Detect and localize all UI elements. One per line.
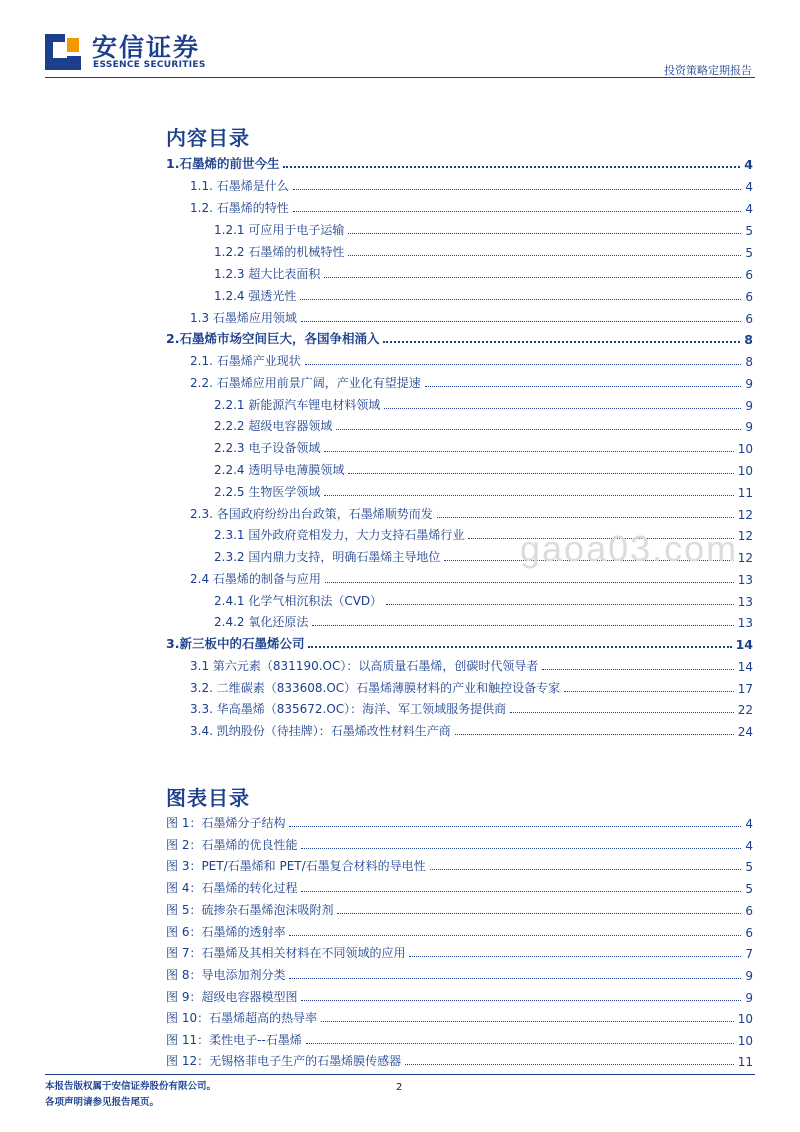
toc-entry-page: 13 [737,595,753,609]
toc-entry-label: 2.2.2 超级电容器领域 [214,419,333,433]
dot-leader [293,188,742,190]
figure-entry[interactable] [166,963,753,983]
toc-entry[interactable] [190,371,753,391]
dot-leader [308,645,731,648]
toc-entry[interactable] [214,589,753,609]
disclaimer-notice: 各项声明请参见报告尾页。 [45,1097,160,1108]
toc-entry-page: 5 [745,246,753,260]
figure-entry-page: 5 [745,882,753,896]
dot-leader [293,210,742,212]
toc-entry-label: 2.3.1 国外政府竞相发力，大力支持石墨烯行业 [214,528,465,542]
toc-entry-label: 2.4.1 化学气相沉积法（CVD） [214,594,383,608]
figure-entry-label: 图 3：PET/石墨烯和 PET/石墨复合材料的导电性 [166,859,426,873]
toc-entry-label: 2.2.3 电子设备领域 [214,441,321,455]
dot-leader [289,977,741,979]
figure-entry[interactable] [166,833,753,853]
page-header [0,0,800,80]
toc-entry-label: 2.4.2 氧化还原法 [214,615,309,629]
dot-leader [337,912,741,914]
watermark-text: gaoa03.com [520,528,739,569]
figure-entry-label: 图 10：石墨烯超高的热导率 [166,1011,318,1025]
dot-leader [430,868,742,870]
toc-entry-page: 10 [737,464,753,478]
toc-entry[interactable] [190,174,753,194]
dot-leader [542,668,733,670]
figure-entry-page: 9 [745,991,753,1005]
toc-entry-page: 4 [744,157,753,172]
toc-entry-label: 3.4. 凯纳股份（待挂牌）：石墨烯改性材料生产商 [190,724,451,738]
dot-leader [301,890,741,892]
toc-entry-page: 13 [737,573,753,587]
toc-entry-page: 6 [745,268,753,282]
toc-entry-page: 9 [745,399,753,413]
dot-leader [300,298,741,300]
dot-leader [383,340,740,343]
dot-leader [384,407,741,409]
page-number: 2 [396,1082,403,1093]
figure-entry-label: 图 12：无锡格菲电子生产的石墨烯膜传感器 [166,1054,402,1068]
toc-entry-page: 9 [745,420,753,434]
figure-entry-page: 4 [745,839,753,853]
dot-leader [455,733,734,735]
dot-leader [564,690,734,692]
report-type-label: 投资策略定期报告 [664,64,752,77]
dot-leader [386,603,734,605]
toc-entry[interactable] [214,458,753,478]
toc-entry-label: 1.2.1 可应用于电子运输 [214,223,345,237]
dot-leader [348,254,741,256]
dot-leader [510,711,734,713]
figure-entry[interactable] [166,854,753,874]
toc-entry[interactable] [214,436,753,456]
toc-entry[interactable] [214,393,753,413]
figure-entry[interactable] [166,920,753,940]
dot-leader [312,624,733,626]
logo-chinese-name: 安信证券 [92,33,201,62]
essence-logo-icon [45,34,81,70]
footer-divider [45,1074,755,1075]
figure-entry[interactable] [166,1028,753,1048]
toc-entry-page: 12 [737,529,753,543]
toc-entry[interactable] [190,654,753,674]
toc-entry[interactable] [190,676,753,696]
figure-entry-label: 图 6：石墨烯的透射率 [166,925,286,939]
toc-entry-page: 12 [737,551,753,565]
figure-entry-label: 图 4：石墨烯的转化过程 [166,881,298,895]
figure-entry-label: 图 8：导电添加剂分类 [166,968,286,982]
toc-entry-page: 22 [737,703,753,717]
header-divider [45,77,755,78]
toc-entry-page: 14 [737,660,753,674]
toc-entry[interactable] [190,719,753,739]
toc-entry-page: 9 [745,377,753,391]
dot-leader [324,450,733,452]
toc-entry-page: 4 [745,202,753,216]
footer-disclaimer [45,1079,216,1111]
toc-entry-page: 6 [745,290,753,304]
copyright-notice: 本报告版权属于安信证券股份有限公司。 [45,1081,217,1092]
figure-entry[interactable] [166,985,753,1005]
toc-entry-label: 1.2.2 石墨烯的机械特性 [214,245,345,259]
toc-entry-label: 3.新三板中的石墨烯公司 [166,636,305,651]
toc-entry-page: 6 [745,312,753,326]
toc-entry[interactable] [214,610,753,630]
toc-entry-page: 13 [737,616,753,630]
toc-entry-label: 2.2.1 新能源汽车锂电材料领域 [214,398,381,412]
toc-entry[interactable] [214,480,753,500]
toc-entry-page: 11 [737,486,753,500]
toc-entry[interactable] [166,632,753,652]
toc-entry[interactable] [214,262,753,282]
dot-leader [409,955,741,957]
dot-leader [348,472,733,474]
figure-entry-page: 9 [745,969,753,983]
figure-entry[interactable] [166,941,753,961]
dot-leader [306,1042,734,1044]
dot-leader [289,934,741,936]
figures-title: 图表目录 [166,786,250,810]
toc-entry-label: 1.1. 石墨烯是什么 [190,179,289,193]
dot-leader [283,165,740,168]
toc-entry-page: 10 [737,442,753,456]
figure-entry-page: 10 [737,1034,753,1048]
toc-entry-page: 4 [745,180,753,194]
dot-leader [301,847,741,849]
toc-entry-label: 1.2. 石墨烯的特性 [190,201,289,215]
toc-entry-page: 12 [737,508,753,522]
toc-entry-label: 1.2.4 强透光性 [214,289,297,303]
dot-leader [301,999,741,1001]
toc-entry-page: 14 [735,637,753,652]
toc-entry-label: 2.3.2 国内鼎力支持，明确石墨烯主导地位 [214,550,441,564]
figure-entry-label: 图 9：超级电容器模型图 [166,990,298,1004]
dot-leader [321,1020,734,1022]
dot-leader [305,363,742,365]
dot-leader [437,516,734,518]
toc-entry-label: 2.4 石墨烯的制备与应用 [190,572,321,586]
figure-entry-page: 10 [737,1012,753,1026]
toc-entry[interactable] [214,284,753,304]
toc-entry-label: 3.3. 华高墨烯（835672.OC）：海洋、军工领域服务提供商 [190,702,507,716]
toc-entry-label: 3.1 第六元素（831190.OC）：以高质量石墨烯，创碳时代领导者 [190,659,539,673]
toc-entry[interactable] [214,240,753,260]
toc-entry[interactable] [190,567,753,587]
toc-entry-label: 2.1. 石墨烯产业现状 [190,354,301,368]
toc-entry-label: 1.3 石墨烯应用领域 [190,311,297,325]
logo-english-name: ESSENCE SECURITIES [93,60,206,70]
toc-entry[interactable] [190,502,753,522]
toc-entry-page: 8 [745,355,753,369]
figure-entry-label: 图 5：硫掺杂石墨烯泡沫吸附剂 [166,903,334,917]
toc-entry[interactable] [190,697,753,717]
toc-entry[interactable] [190,349,753,369]
dot-leader [405,1063,734,1065]
toc-entry-page: 8 [744,332,753,347]
dot-leader [324,276,741,278]
toc-entry-page: 24 [737,725,753,739]
figure-entry[interactable] [166,876,753,896]
toc-entry-label: 1.石墨烯的前世今生 [166,156,280,171]
toc-title: 内容目录 [166,126,250,150]
figure-entry-page: 11 [737,1055,753,1069]
toc-entry[interactable] [190,196,753,216]
toc-entry-label: 1.2.3 超大比表面积 [214,267,321,281]
toc-entry-label: 3.2. 二维碳素（833608.OC）石墨烯薄膜材料的产业和触控设备专家 [190,681,561,695]
toc-entry-label: 2.2.5 生物医学领域 [214,485,321,499]
toc-entry[interactable] [214,414,753,434]
dot-leader [336,428,741,430]
figure-entry-page: 4 [745,817,753,831]
dot-leader [425,385,742,387]
figure-entry[interactable] [166,1049,753,1069]
figure-entry-label: 图 1：石墨烯分子结构 [166,816,286,830]
dot-leader [348,232,741,234]
figure-entry-page: 6 [745,904,753,918]
figure-entry-page: 7 [745,947,753,961]
figure-entry-label: 图 2：石墨烯的优良性能 [166,838,298,852]
toc-entry-label: 2.3. 各国政府纷纷出台政策，石墨烯顺势而发 [190,507,433,521]
dot-leader [325,581,734,583]
figure-entry[interactable] [166,898,753,918]
toc-entry-label: 2.石墨烯市场空间巨大，各国争相涌入 [166,331,380,346]
figure-entry-page: 5 [745,860,753,874]
figure-entry-label: 图 7：石墨烯及其相关材料在不同领域的应用 [166,946,406,960]
toc-entry-label: 2.2. 石墨烯应用前景广阔，产业化有望提速 [190,376,421,390]
dot-leader [301,320,741,322]
toc-entry[interactable] [190,306,753,326]
toc-entry[interactable] [166,152,753,172]
toc-entry-page: 5 [745,224,753,238]
toc-entry-page: 17 [737,682,753,696]
toc-entry[interactable] [214,218,753,238]
toc-entry[interactable] [166,327,753,347]
figure-entry-page: 6 [745,926,753,940]
dot-leader [289,825,741,827]
figure-entry-label: 图 11：柔性电子--石墨烯 [166,1033,302,1047]
figure-entry[interactable] [166,811,753,831]
dot-leader [324,494,733,496]
toc-entry-label: 2.2.4 透明导电薄膜领域 [214,463,345,477]
figure-entry[interactable] [166,1006,753,1026]
